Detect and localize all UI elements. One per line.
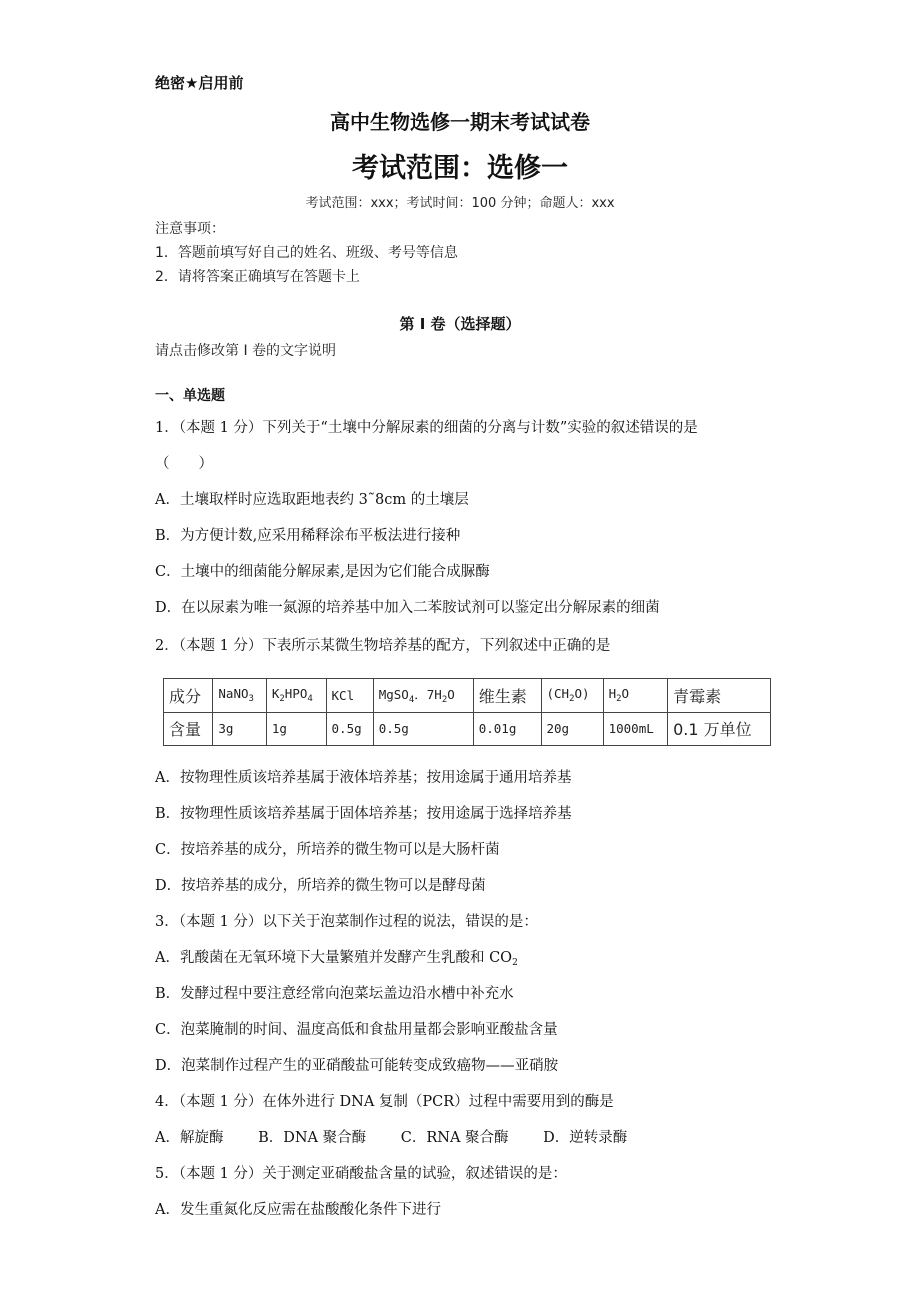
note-item: 1．答题前填写好自己的姓名、班级、考号等信息 [155,245,458,261]
question-2-option-c: C．按培养基的成分，所培养的微生物可以是大肠杆菌 [155,842,500,858]
table-cell: NaNO$_3$ [213,679,266,713]
table-cell: 0.01g [473,712,541,746]
question-1-stem: 1．（本题 1 分）下列关于“土壤中分解尿素的细菌的分离与计数”实验的叙述错误的是 [155,420,698,436]
table-cell: 1g [266,712,326,746]
table-cell: 1000mL [603,712,668,746]
table-cell: 青霉素 [668,679,771,713]
question-4-stem: 4．（本题 1 分）在体外进行 DNA 复制（PCR）过程中需要用到的酶是 [155,1094,614,1110]
part-title: 第 I 卷（选择题） [399,315,521,333]
table-cell: MgSO$_4$．$7H_2O$ [373,679,473,713]
table-cell: KCl [326,679,373,713]
question-3-option-a: A．乳酸菌在无氧环境下大量繁殖并发酵产生乳酸和 $CO_2$ [155,950,518,968]
question-4-option-d: D．逆转录酶 [543,1130,628,1146]
question-1-paren: （ ） [155,456,213,472]
question-3-option-d: D．泡菜制作过程产生的亚硝酸盐可能转变成致癌物——亚硝胺 [155,1058,559,1074]
question-3-stem: 3．（本题 1 分）以下关于泡菜制作过程的说法，错误的是： [155,914,538,930]
section-title: 一、单选题 [155,388,225,404]
table-cell: 含量 [164,712,213,746]
table-cell: 3g [213,712,266,746]
table-cell: $(CH_2O)$ [541,679,603,713]
question-1-option-c: C．土壤中的细菌能分解尿素,是因为它们能合成脲酶 [155,564,490,580]
question-5-stem: 5．（本题 1 分）关于测定亚硝酸盐含量的试验，叙述错误的是： [155,1166,567,1182]
exam-scope-title: 考试范围：选修一 [352,153,568,184]
medium-recipe-table [163,678,771,746]
table-cell: $H_2O$ [603,679,668,713]
question-1-option-a: A．土壤取样时应选取距地表约 3˜8cm 的土壤层 [155,492,469,508]
table-row [164,679,771,713]
question-4-option-b: B．DNA 聚合酶 [258,1130,367,1146]
table-cell: 0.1 万单位 [668,712,771,746]
table-cell: 0.5g [326,712,373,746]
table-cell: 维生素 [473,679,541,713]
exam-meta: 考试范围：xxx；考试时间：100 分钟；命题人：xxx [305,196,615,211]
question-2-option-b: B．按物理性质该培养基属于固体培养基；按用途属于选择培养基 [155,806,572,822]
table-cell: 20g [541,712,603,746]
question-4-option-a: A．解旋酶 [155,1130,224,1146]
table-cell: 成分 [164,679,213,713]
question-4-option-c: C．RNA 聚合酶 [400,1130,509,1146]
question-2-option-a: A．按物理性质该培养基属于液体培养基；按用途属于通用培养基 [155,770,572,786]
question-3-option-b: B．发酵过程中要注意经常向泡菜坛盖边沿水槽中补充水 [155,986,514,1002]
table-row [164,712,771,746]
question-5-option-a: A．发生重氮化反应需在盐酸酸化条件下进行 [155,1202,441,1218]
note-item: 2．请将答案正确填写在答题卡上 [155,269,360,285]
part-description: 请点击修改第 I 卷的文字说明 [155,343,337,359]
table-cell: 0.5g [373,712,473,746]
question-2-option-d: D．按培养基的成分，所培养的微生物可以是酵母菌 [155,878,486,894]
secret-label: 绝密★启用前 [155,74,244,92]
question-3-option-c: C．泡菜腌制的时间、温度高低和食盐用量都会影响亚酸盐含量 [155,1022,558,1038]
table-cell: $K_2HPO_4$ [266,679,326,713]
question-1-option-d: D．在以尿素为唯一氮源的培养基中加入二苯胺试剂可以鉴定出分解尿素的细菌 [155,600,660,616]
question-4-options [155,1126,657,1147]
question-1-option-b: B．为方便计数,应采用稀释涂布平板法进行接种 [155,528,461,544]
exam-title: 高中生物选修一期末考试试卷 [330,110,590,134]
notes-heading: 注意事项： [155,221,225,237]
question-2-stem: 2．（本题 1 分）下表所示某微生物培养基的配方，下列叙述中正确的是 [155,638,611,654]
